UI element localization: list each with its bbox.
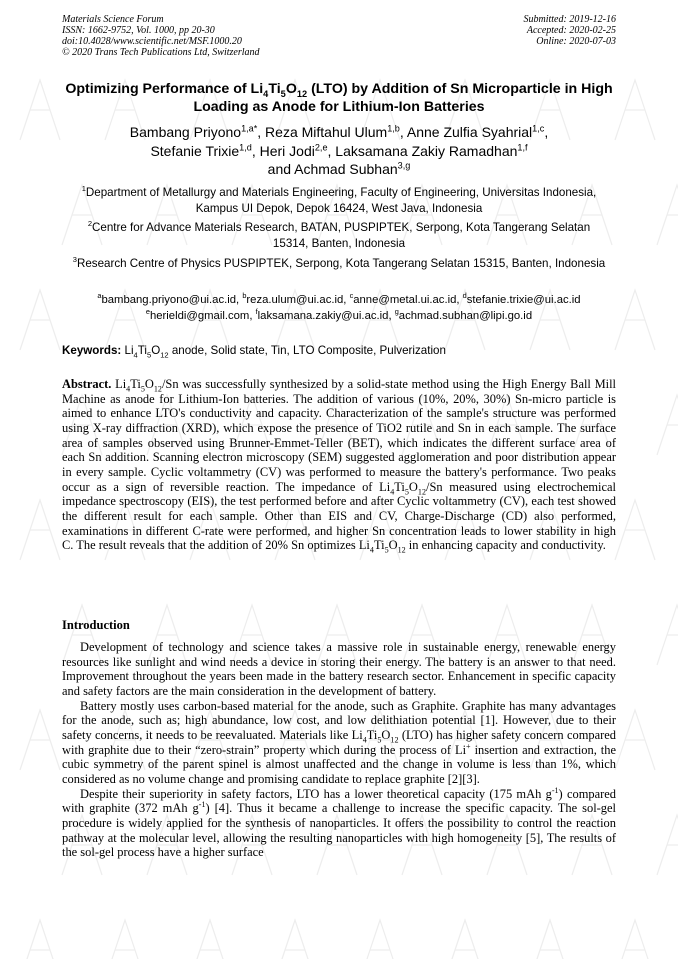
section-heading: Introduction [62, 618, 130, 632]
issn: ISSN: 1662-9752, Vol. 1000, pp 20-30 [62, 25, 215, 36]
email-link[interactable]: herieldi@gmail.com [149, 309, 250, 322]
introduction-body [62, 640, 616, 860]
author: Anne Zulfia Syahrial [406, 124, 533, 140]
journal-name: Materials Science Forum [62, 14, 164, 25]
keywords: Keywords: $Li_4Ti_5O_{12}$ anode, Solid state, Tin, LTO Composite, Pulverization [62, 344, 446, 360]
paragraph: Battery mostly uses carbon-based material for the anode, such as Graphite. Graphite has many advantages for the anode, such as; high abundance, low cost, and low delithiation potential [1]. However, due to their safety concerns, it needs to be reevaluated. Materials like $Li_4Ti_5O_{12}$ (LTO) has higher safety concern compared with graphite due to their “zero-strain” property which during the process of Li+ insertion and extraction, the cubic symmetry of the parent spinel is almost unaffected and the change in volume is less than 1%, which considered as no volume change and promising candidate to replace graphite [2][3]. [62, 698, 616, 786]
email-link[interactable]: stefanie.trixie@ui.ac.id [466, 294, 581, 306]
email-link[interactable]: achmad.subhan@lipi.go.id [398, 309, 533, 322]
email-link[interactable]: bambang.priyono@ui.ac.id [101, 294, 237, 306]
abstract: Abstract. $Li_4Ti_5O_{12}/Sn$ was successfully synthesized by a solid-state method using the High Energy Ball Mill Machine as anode for Lithium-Ion batteries. The addition of various (10%, 20%, 30%) Sn-micro particle is aimed to enhance LTO's conductivity and capacity. Characterization of the sample's structure was performed using X-ray diffraction (XRD), which expose the presence of TiO2 rutile and Sn in each sample. The surface area of samples observed using Brunner-Emmet-Teller (BET), which indicates the different surface area of each Sn addition. Scanning electron microscopy (SEM) suggested agglomeration and poor distribution appear in every sample. Cyclic voltammetry (CV) was performed to measure the battery's performance. Two peaks occur as a sign of reversible reaction. The impedance of $Li_4Ti_5O_{12}/Sn$ measured using electrochemical impedance spectroscopy (EIS), the test performed before and after Cyclic voltammetry (CV), each test showed the different result for each sample. Other than EIS and CV, Charge-Discharge (CD) also performed, examinations in different C-rate were performed, and higher Sn concentration leads to lower stability in high C. The result reveals that the addition of 20% Sn optimizes $Li_4Ti_5O_{12}$ in enhancing capacity and conductivity. [62, 377, 617, 555]
paragraph: Despite their superiority in safety factors, LTO has a lower theoretical capacity (175 mAh $g^{-1}$) compared with graphite (372 mAh $g^{-1}$) [4]. Thus it became a challenge to increase the specific capacity. The sol-gel procedure is widely applied for the synthesis of nanoparticles. It offers the possibility to control the reaction pathway at the molecular level, allowing the resulting nanoparticles with high homogeneity [5], The results of the sol-gel process have a higher surface [62, 785, 616, 860]
dates-info [524, 14, 617, 47]
author: Bambang Priyono [129, 124, 242, 140]
email-link[interactable]: reza.ulum@ui.ac.id [246, 294, 344, 306]
author: Reza Miftahul Ulum [265, 124, 388, 140]
paragraph: Development of technology and science takes a massive role in sustainable energy, renewable energy resources like sunlight and wind needs a device in storing their energy. The battery is an answer to that need. Improvement throughout the years been made in the battery research sector. Enhancement in specific capacity and safety factors are the main consideration in the development of battery. [62, 640, 616, 698]
journal-info [62, 14, 260, 58]
affiliation-1: $^1$Department of Metallurgy and Materials Engineering, Faculty of Engineering, Universitas Indonesia, Kampus UI Depok, Depok 16424, West Java, Indonesia [81, 184, 597, 215]
affiliation-3: $^3$Research Centre of Physics PUSPIPTEK, Serpong, Kota Tangerang Selatan 15315, Banten, Indonesia [72, 255, 606, 270]
author: and Achmad Subhan [267, 161, 398, 177]
email-link[interactable]: laksamana.zakiy@ui.ac.id [257, 309, 389, 322]
submitted-date: Submitted: 2019-12-16 [523, 14, 616, 25]
copyright: © 2020 Trans Tech Publications Ltd, Switzerland [62, 47, 260, 58]
affiliation-2: $^2$Centre for Advance Materials Research, BATAN, PUSPIPTEK, Serpong, Kota Tangerang Selatan 15314, Banten, Indonesia [87, 219, 591, 250]
author-list: Bambang Priyono$^{1,a*}$, Reza Miftahul Ulum$^{1,b}$, Anne Zulfia Syahrial$^{1,c}$, Stefanie Trixie$^{1,d}$, Heri Jodi$^{2,e}$, Laksamana Zakiy Ramadhan$^{1,f}$ and Achmad Subhan$^{3,g}$ [129, 123, 549, 177]
keywords-label: Keywords: [62, 344, 122, 357]
paper-title: Optimizing Performance of $Li_4Ti_5O_{12}$ (LTO) by Addition of Sn Microparticle in High Loading as Anode for Lithium-Ion Batteries [65, 81, 613, 115]
author: Laksamana Zakiy Ramadhan [335, 142, 518, 159]
author: Heri Jodi [259, 142, 315, 159]
abstract-label: Abstract. [62, 377, 112, 391]
doi: doi:10.4028/www.scientific.net/MSF.1000.20 [62, 36, 242, 47]
online-date: Online: 2020-07-03 [536, 36, 616, 47]
email-list: $^a$bambang.priyono@ui.ac.id, $^b$reza.ulum@ui.ac.id, $^c$anne@metal.ui.ac.id, $^d$stefanie.trixie@ui.ac.id $^e$herieldi@gmail.com, $^f$laksamana.zakiy@ui.ac.id, $^g$achmad.subhan@lipi.go.id [97, 291, 581, 322]
accepted-date: Accepted: 2020-02-25 [526, 25, 616, 36]
email-link[interactable]: anne@metal.ui.ac.id [353, 294, 457, 306]
author: Stefanie Trixie [150, 142, 240, 159]
